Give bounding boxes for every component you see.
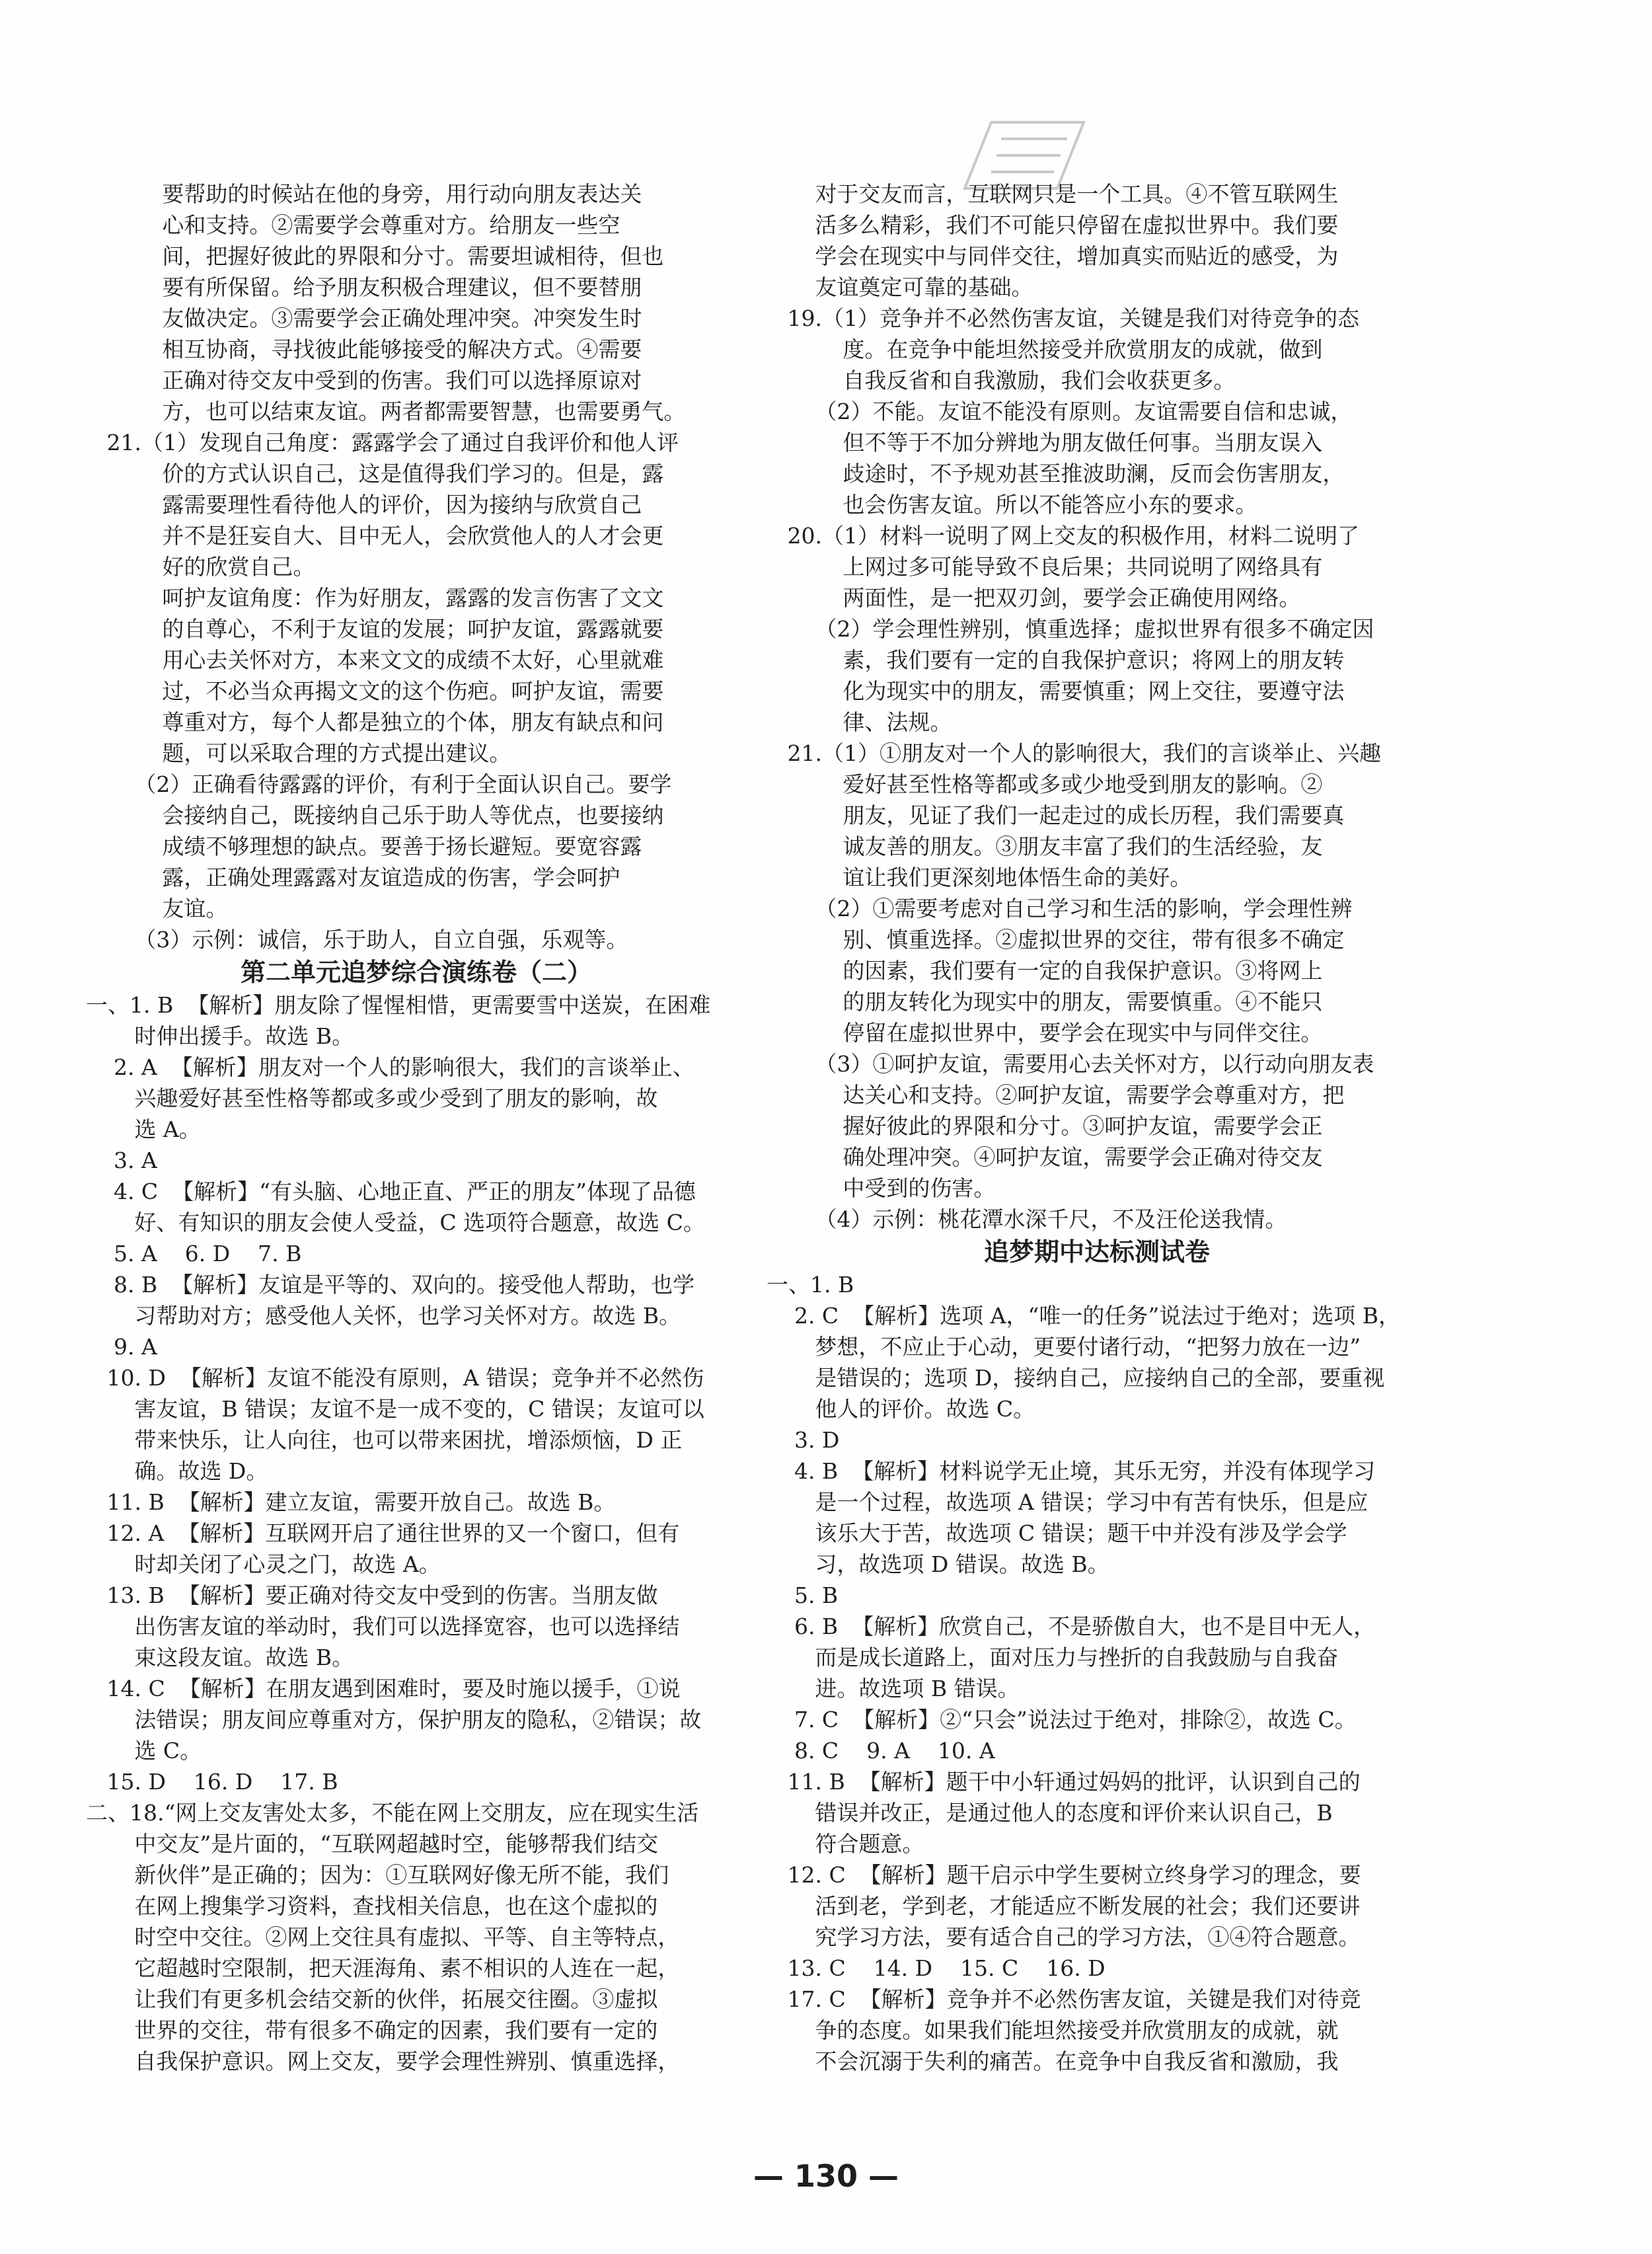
text-line: （2）学会理性辨别，慎重选择；虚拟世界有很多不确定因 (767, 616, 1374, 642)
text-line: （2）正确看待露露的评价，有利于全面认识自己。要学 (86, 771, 672, 797)
text-line: 12. C 【解析】题干启示中学生要树立终身学习的理念，要 (767, 1862, 1361, 1888)
text-line: 的因素，我们要有一定的自我保护意识。③将网上 (767, 958, 1323, 984)
text-line: 3. D (767, 1427, 840, 1453)
text-line: 学会在现实中与同伴交往，增加真实而贴近的感受，为 (767, 243, 1339, 269)
text-line: 习帮助对方；感受他人关怀，也学习关怀对方。故选 B。 (86, 1303, 681, 1329)
text-line: 17. C 【解析】竞争并不必然伤害友谊，关键是我们对待竞 (767, 1986, 1361, 2012)
text-line: 的自尊心，不利于友谊的发展；呵护友谊，露露就要 (86, 616, 664, 642)
text-line: 友谊。 (86, 896, 228, 921)
text-line: 成绩不够理想的缺点。要善于扬长避短。要宽容露 (86, 834, 642, 859)
page-number: — 130 — (753, 2158, 899, 2194)
text-line: 度。在竞争中能坦然接受并欣赏朋友的成就，做到 (767, 336, 1323, 362)
text-line: 用心去关怀对方，本来文文的成绩不太好，心里就难 (86, 647, 664, 673)
section-heading: 第二单元追梦综合演练卷（二） (240, 958, 592, 987)
text-line: （2）①需要考虑对自己学习和生活的影响，学会理性辨 (767, 896, 1353, 921)
text-line: 梦想，不应止于心动，更要付诸行动，“把努力放在一边” (767, 1334, 1361, 1360)
text-line: 6. B 【解析】欣赏自己，不是骄傲自大，也不是目中无人， (767, 1613, 1376, 1639)
text-line: 要帮助的时候站在他的身旁，用行动向朋友表达关 (86, 181, 642, 207)
text-line: 达关心和支持。②呵护友谊，需要学会尊重对方，把 (767, 1082, 1345, 1108)
text-line: 11. B 【解析】题干中小轩通过妈妈的批评，认识到自己的 (767, 1769, 1361, 1795)
text-line: 友谊奠定可靠的基础。 (767, 274, 1033, 300)
text-line: 谊让我们更深刻地体悟生命的美好。 (767, 865, 1192, 890)
text-line: 时空中交往。②网上交往具有虚拟、平等、自主等特点， (86, 1924, 680, 1950)
right-column (767, 178, 1427, 2077)
text-line: 上网过多可能导致不良后果；共同说明了网络具有 (767, 554, 1323, 580)
text-line: 符合题意。 (767, 1831, 924, 1857)
text-line: 3. A (86, 1147, 157, 1173)
text-line: 13. B 【解析】要正确对待交友中受到的伤害。当朋友做 (86, 1582, 658, 1608)
text-line: 21.（1）①朋友对一个人的影响很大，我们的言谈举止、兴趣 (767, 740, 1381, 766)
text-line: 中交友”是片面的，“互联网超越时空，能够帮我们结交 (86, 1831, 659, 1857)
text-line: 友做决定。③需要学会正确处理冲突。冲突发生时 (86, 305, 642, 331)
text-line: 究学习方法，要有适合自己的学习方法，①④符合题意。 (767, 1924, 1361, 1950)
text-line: 爱好甚至性格等都或多或少地受到朋友的影响。② (767, 771, 1323, 797)
text-line: 歧途时，不予规劝甚至推波助澜，反而会伤害朋友， (767, 461, 1345, 486)
left-column (86, 178, 747, 2077)
text-line: 4. C 【解析】“有头脑、心地正直、严正的朋友”体现了品德 (86, 1179, 696, 1204)
text-line: 11. B 【解析】建立友谊，需要开放自己。故选 B。 (86, 1489, 616, 1515)
text-line: 诚友善的朋友。③朋友丰富了我们的生活经验，友 (767, 834, 1323, 859)
text-line: 并不是狂妄自大、目中无人，会欣赏他人的人才会更 (86, 523, 664, 549)
text-line: 20.（1）材料一说明了网上交友的积极作用，材料二说明了 (767, 523, 1359, 549)
text-line: （4）示例：桃花潭水深千尺，不及汪伦送我情。 (767, 1206, 1287, 1232)
text-line: （2）不能。友谊不能没有原则。友谊需要自信和忠诚， (767, 399, 1353, 424)
text-line: 过，不必当众再揭文文的这个伤疤。呵护友谊，需要 (86, 678, 664, 704)
text-line: 5. B (767, 1582, 839, 1608)
text-line: 兴趣爱好甚至性格等都或多或少受到了朋友的影响，故 (86, 1085, 658, 1111)
text-line: 尊重对方，每个人都是独立的个体，朋友有缺点和问 (86, 709, 664, 735)
text-line: 他人的评价。故选 C。 (767, 1396, 1035, 1422)
text-line: 进。故选项 B 错误。 (767, 1676, 1020, 1701)
text-line: 题，可以采取合理的方式提出建议。 (86, 740, 511, 766)
text-line: 两面性，是一把双刃剑，要学会正确使用网络。 (767, 585, 1301, 611)
text-line: 价的方式认识自己，这是值得我们学习的。但是，露 (86, 461, 664, 486)
text-line: 习，故选项 D 错误。故选 B。 (767, 1551, 1109, 1577)
text-line: 自我保护意识。网上交友，要学会理性辨别、慎重选择， (86, 2048, 680, 2074)
text-line: 9. A (86, 1334, 157, 1360)
text-line: 呵护友谊角度：作为好朋友，露露的发言伤害了文文 (86, 585, 664, 611)
text-line: 选 A。 (86, 1116, 201, 1142)
text-line: 也会伤害友谊。所以不能答应小东的要求。 (767, 492, 1258, 518)
text-line: 素，我们要有一定的自我保护意识；将网上的朋友转 (767, 647, 1345, 673)
text-line: 束这段友谊。故选 B。 (86, 1645, 354, 1670)
text-line: 心和支持。②需要学会尊重对方。给朋友一些空 (86, 212, 620, 238)
text-line: 一、1. B (767, 1272, 854, 1298)
text-line: 好的欣赏自己。 (86, 554, 315, 580)
text-line: 相互协商，寻找彼此能够接受的解决方式。④需要 (86, 336, 642, 362)
text-line: 错误并改正，是通过他人的态度和评价来认识自己，B (767, 1800, 1333, 1826)
text-line: 确处理冲突。④呵护友谊，需要学会正确对待交友 (767, 1144, 1323, 1170)
text-line: 自我反省和自我激励，我们会收获更多。 (767, 368, 1236, 393)
text-line: 不会沉溺于失利的痛苦。在竞争中自我反省和激励，我 (767, 2048, 1339, 2074)
text-line: 13. C 14. D 15. C 16. D (767, 1955, 1106, 1981)
text-line: 选 C。 (86, 1738, 202, 1764)
text-line: （3）①呵护友谊，需要用心去关怀对方，以行动向朋友表 (767, 1051, 1374, 1077)
text-line: 是错误的；选项 D，接纳自己，应接纳自己的全部，要重视 (767, 1365, 1385, 1391)
text-line: 二、18.“网上交友害处太多，不能在网上交朋友，应在现实生活 (86, 1800, 699, 1826)
text-line: 间，把握好彼此的界限和分寸。需要坦诚相待，但也 (86, 243, 664, 269)
text-line: 会接纳自己，既接纳自己乐于助人等优点，也要接纳 (86, 802, 664, 828)
text-line: 的朋友转化为现实中的朋友，需要慎重。④不能只 (767, 989, 1323, 1015)
text-line: 8. C 9. A 10. A (767, 1738, 995, 1764)
text-line: （3）示例：诚信，乐于助人，自立自强，乐观等。 (86, 927, 628, 952)
text-line: 4. B 【解析】材料说学无止境，其乐无穷，并没有体现学习 (767, 1458, 1376, 1484)
text-line: 要有所保留。给予朋友积极合理建议，但不要替朋 (86, 274, 642, 300)
section-heading: 追梦期中达标测试卷 (983, 1237, 1210, 1266)
text-line: 带来快乐，让人向往，也可以带来困扰，增添烦恼，D 正 (86, 1427, 683, 1453)
text-line: 对于交友而言，互联网只是一个工具。④不管互联网生 (767, 181, 1339, 207)
text-line: 它超越时空限制，把天涯海角、素不相识的人连在一起， (86, 1955, 680, 1981)
text-line: 握好彼此的界限和分寸。③呵护友谊，需要学会正 (767, 1113, 1323, 1139)
text-line: 活多么精彩，我们不可能只停留在虚拟世界中。我们要 (767, 212, 1339, 238)
text-line: 律、法规。 (767, 709, 952, 735)
text-line: 正确对待交友中受到的伤害。我们可以选择原谅对 (86, 368, 642, 393)
text-line: 一、1. B 【解析】朋友除了惺惺相惜，更需要雪中送炭，在困难 (86, 992, 711, 1018)
text-line: 朋友，见证了我们一起走过的成长历程，我们需要真 (767, 802, 1345, 828)
text-line: 法错误；朋友间应尊重对方，保护朋友的隐私，②错误；故 (86, 1707, 702, 1732)
text-line: 让我们有更多机会结交新的伙伴，拓展交往圈。③虚拟 (86, 1986, 658, 2012)
text-line: 在网上搜集学习资料，查找相关信息，也在这个虚拟的 (86, 1893, 658, 1919)
text-line: 14. C 【解析】在朋友遇到困难时，要及时施以援手，①说 (86, 1676, 681, 1701)
text-line: 露，正确处理露露对友谊造成的伤害，学会呵护 (86, 865, 620, 890)
text-line: 害友谊，B 错误；友谊不是一成不变的，C 错误；友谊可以 (86, 1396, 704, 1422)
text-line: 时却关闭了心灵之门，故选 A。 (86, 1551, 441, 1577)
text-line: 停留在虚拟世界中，要学会在现实中与同伴交往。 (767, 1020, 1323, 1046)
text-line: 5. A 6. D 7. B (86, 1241, 302, 1266)
text-line: 争的态度。如果我们能坦然接受并欣赏朋友的成就，就 (767, 2017, 1339, 2043)
text-line: 15. D 16. D 17. B (86, 1769, 338, 1795)
text-line: 别、慎重选择。②虚拟世界的交往，带有很多不确定 (767, 927, 1345, 952)
text-line: 12. A 【解析】互联网开启了通往世界的又一个窗口，但有 (86, 1520, 680, 1546)
text-line: 方，也可以结束友谊。两者都需要智慧，也需要勇气。 (86, 399, 686, 424)
text-line: 19.（1）竞争并不必然伤害友谊，关键是我们对待竞争的态 (767, 305, 1359, 331)
text-line: 2. C 【解析】选项 A，“唯一的任务”说法过于绝对；选项 B， (767, 1303, 1400, 1329)
text-line: 7. C 【解析】②“只会”说法过于绝对，排除②，故选 C。 (767, 1707, 1357, 1732)
text-line: 而是成长道路上，面对压力与挫折的自我鼓励与自我奋 (767, 1645, 1339, 1670)
text-line: 但不等于不加分辨地为朋友做任何事。当朋友误入 (767, 430, 1323, 455)
text-line: 是一个过程，故选项 A 错误；学习中有苦有快乐，但是应 (767, 1489, 1369, 1515)
text-line: 21.（1）发现自己角度：露露学会了通过自我评价和他人评 (86, 430, 679, 455)
text-line: 10. D 【解析】友谊不能没有原则，A 错误；竞争并不必然伤 (86, 1365, 704, 1391)
text-line: 该乐大于苦，故选项 C 错误；题干中并没有涉及学会学 (767, 1520, 1347, 1546)
text-line: 2. A 【解析】朋友对一个人的影响很大，我们的言谈举止、 (86, 1054, 695, 1080)
text-line: 确。故选 D。 (86, 1458, 268, 1484)
text-line: 时伸出援手。故选 B。 (86, 1023, 354, 1049)
text-line: 世界的交往，带有很多不确定的因素，我们要有一定的 (86, 2017, 658, 2043)
text-line: 活到老，学到老，才能适应不断发展的社会；我们还要讲 (767, 1893, 1361, 1919)
text-line: 露需要理性看待他人的评价，因为接纳与欣赏自己 (86, 492, 642, 518)
text-line: 8. B 【解析】友谊是平等的、双向的。接受他人帮助，也学 (86, 1272, 695, 1298)
text-line: 出伤害友谊的举动时，我们可以选择宽容，也可以选择结 (86, 1613, 680, 1639)
text-line: 好、有知识的朋友会使人受益，C 选项符合题意，故选 C。 (86, 1210, 705, 1235)
text-line: 中受到的伤害。 (767, 1175, 996, 1201)
text-line: 化为现实中的朋友，需要慎重；网上交往，要遵守法 (767, 678, 1345, 704)
text-line: 新伙伴”是正确的；因为：①互联网好像无所不能，我们 (86, 1862, 669, 1888)
